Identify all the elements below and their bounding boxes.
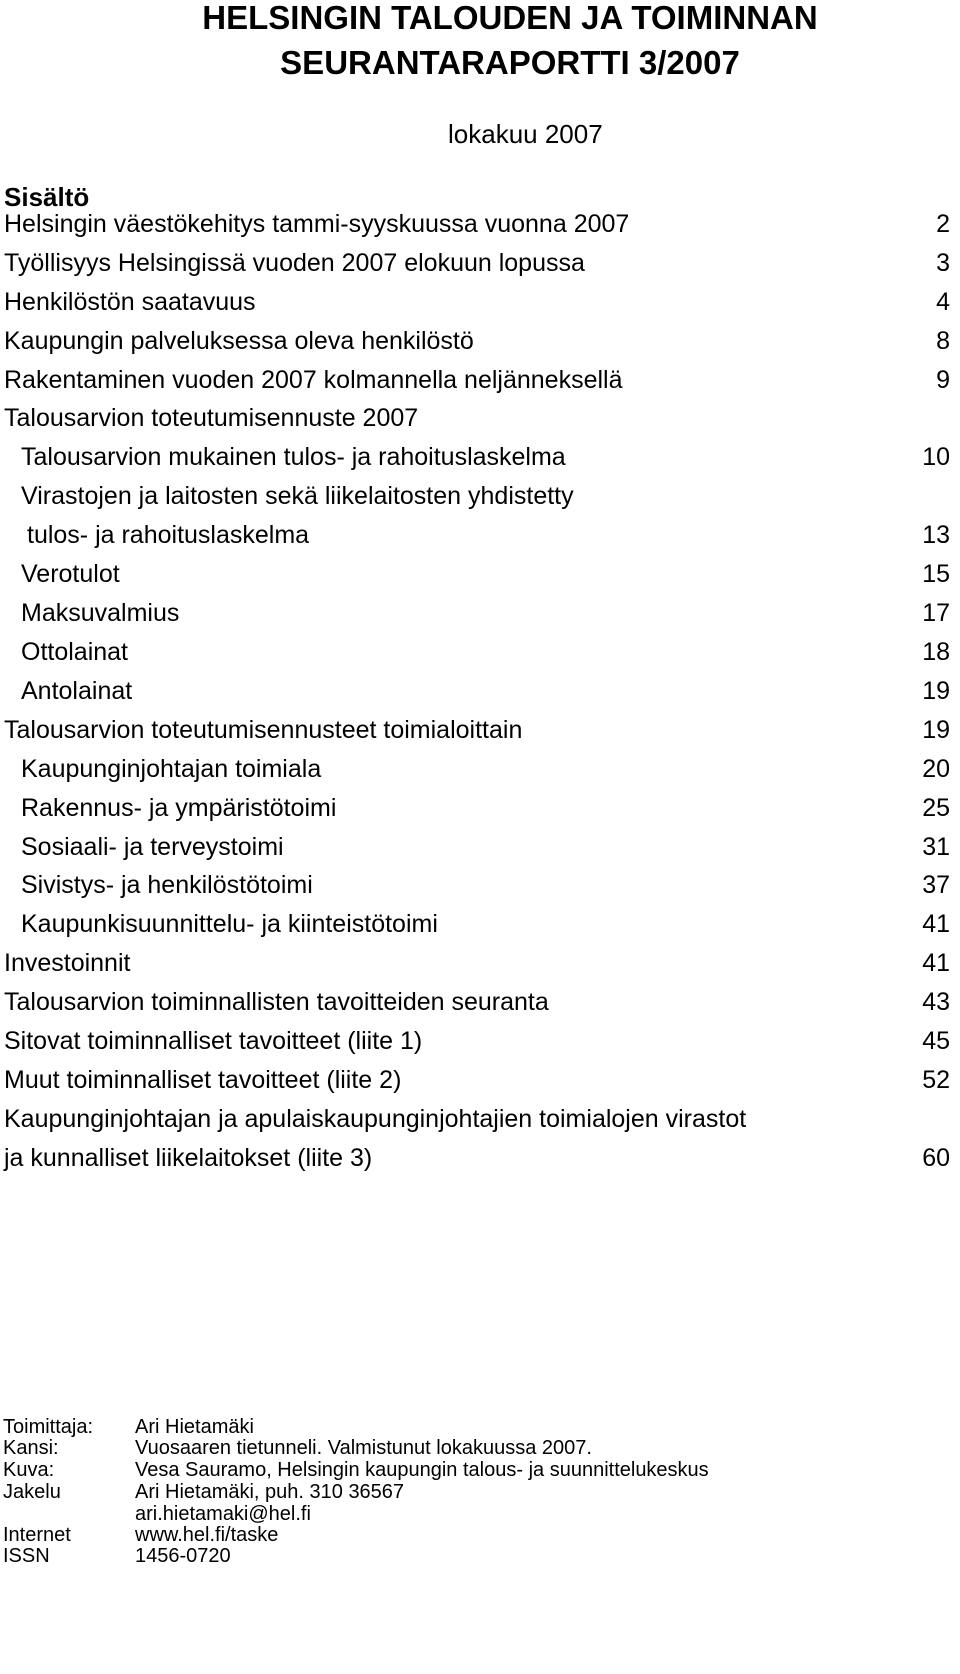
toc-entry xyxy=(0,634,950,670)
toc-entry xyxy=(0,245,950,281)
toc-entry-page: 31 xyxy=(922,833,950,861)
colophon-value: Vuosaaren tietunneli. Valmistunut lokakuussa 2007. xyxy=(135,1437,592,1459)
toc-entry xyxy=(0,829,950,865)
toc-entry xyxy=(0,1062,950,1098)
title-line-1: HELSINGIN TALOUDEN JA TOIMINNAN xyxy=(202,0,818,36)
toc-entry-label: Verotulot xyxy=(21,560,120,588)
title-line-2: SEURANTARAPORTTI 3/2007 xyxy=(280,44,740,81)
toc-entry-page: 2 xyxy=(936,210,950,238)
toc-entry-page: 3 xyxy=(936,249,950,277)
toc-entry-label: tulos- ja rahoituslaskelma xyxy=(27,521,310,549)
colophon-value: Ari Hietamäki, puh. 310 36567 xyxy=(135,1481,405,1503)
toc-entry-label: Talousarvion toteutumisennuste 2007 xyxy=(4,404,419,432)
toc-entry-label: Kaupungin palveluksessa oleva henkilöstö xyxy=(4,327,474,355)
toc-entry xyxy=(0,906,950,942)
toc-entry-page: 4 xyxy=(936,288,950,316)
toc-entry xyxy=(0,1023,950,1059)
toc-entry-page: 19 xyxy=(922,677,950,705)
toc-entry-page: 43 xyxy=(922,988,950,1016)
toc-entry-page: 60 xyxy=(922,1144,950,1172)
toc-entry-page: 17 xyxy=(922,599,950,627)
toc-entry xyxy=(0,362,950,398)
colophon-key: ISSN xyxy=(3,1545,50,1567)
toc-entry-page: 9 xyxy=(936,366,950,394)
colophon-value: Ari Hietamäki xyxy=(135,1416,254,1438)
toc-entry-label: Antolainat xyxy=(21,677,133,705)
toc-entry xyxy=(0,1101,950,1137)
toc-heading: Sisältö xyxy=(4,182,90,212)
toc-entry-page: 15 xyxy=(922,560,950,588)
toc-entry xyxy=(0,556,950,592)
colophon-key: Internet xyxy=(3,1524,71,1546)
colophon-key: Kuva: xyxy=(3,1459,55,1481)
toc-entry-label: Sivistys- ja henkilöstötoimi xyxy=(21,871,313,899)
colophon-value: Vesa Sauramo, Helsingin kaupungin talous- ja suunnittelukeskus xyxy=(135,1459,709,1481)
toc-entry xyxy=(0,517,950,553)
toc-entry xyxy=(0,206,950,242)
toc-entry-page: 45 xyxy=(922,1027,950,1055)
toc-entry-label: Virastojen ja laitosten sekä liikelaitosten yhdistetty xyxy=(21,482,574,510)
toc-entry-page: 41 xyxy=(922,949,950,977)
toc-entry-page: 8 xyxy=(936,327,950,355)
toc-entry-page: 18 xyxy=(922,638,950,666)
toc-entry-label: Muut toiminnalliset tavoitteet (liite 2) xyxy=(4,1066,402,1094)
toc-entry-page: 41 xyxy=(922,910,950,938)
toc-entry-page: 13 xyxy=(922,521,950,549)
toc-entry-page: 25 xyxy=(922,794,950,822)
colophon-value: 1456-0720 xyxy=(135,1545,231,1567)
toc-entry-page: 37 xyxy=(922,871,950,899)
toc-entry-label: Sitovat toiminnalliset tavoitteet (liite 1) xyxy=(4,1027,423,1055)
toc-entry-label: Rakennus- ja ympäristötoimi xyxy=(21,794,337,822)
toc-entry xyxy=(0,984,950,1020)
toc-entry-label: Sosiaali- ja terveystoimi xyxy=(21,833,284,861)
toc-entry xyxy=(0,867,950,903)
toc-entry xyxy=(0,1140,950,1176)
colophon-key: Jakelu xyxy=(3,1481,61,1503)
toc-entry-label: Talousarvion mukainen tulos- ja rahoituslaskelma xyxy=(21,443,566,471)
report-date: lokakuu 2007 xyxy=(448,119,603,149)
colophon-key: Toimittaja: xyxy=(3,1416,94,1438)
toc-entry-page: 52 xyxy=(922,1066,950,1094)
toc-entry-page: 10 xyxy=(922,443,950,471)
toc-entry-label: Helsingin väestökehitys tammi-syyskuussa vuonna 2007 xyxy=(4,210,630,238)
toc-entry xyxy=(0,790,950,826)
toc-entry xyxy=(0,595,950,631)
toc-entry-label: Kaupunginjohtajan toimiala xyxy=(21,755,322,783)
toc-entry-label: ja kunnalliset liikelaitokset (liite 3) xyxy=(4,1144,373,1172)
toc-entry xyxy=(0,712,950,748)
toc-entry-label: Ottolainat xyxy=(21,638,129,666)
toc-entry-page: 19 xyxy=(922,716,950,744)
toc-entry-label: Maksuvalmius xyxy=(21,599,180,627)
toc-entry-label: Työllisyys Helsingissä vuoden 2007 elokuun lopussa xyxy=(4,249,585,277)
toc-entry xyxy=(0,751,950,787)
toc-entry-label: Kaupunkisuunnittelu- ja kiinteistötoimi xyxy=(21,910,438,938)
toc-entry xyxy=(0,400,950,436)
toc-entry xyxy=(0,478,950,514)
toc-entry xyxy=(0,439,950,475)
toc-entry xyxy=(0,284,950,320)
toc-entry-label: Rakentaminen vuoden 2007 kolmannella neljänneksellä xyxy=(4,366,623,394)
toc-entry-label: Kaupunginjohtajan ja apulaiskaupunginjohtajien toimialojen virastot xyxy=(4,1105,747,1133)
colophon-value: www.hel.fi/taske xyxy=(135,1524,279,1546)
toc-entry-page: 20 xyxy=(922,755,950,783)
toc-entry-label: Investoinnit xyxy=(4,949,131,977)
colophon-value: ari.hietamaki@hel.fi xyxy=(135,1503,311,1525)
toc-entry xyxy=(0,323,950,359)
toc-entry-label: Talousarvion toteutumisennusteet toimialoittain xyxy=(4,716,523,744)
toc-entry xyxy=(0,673,950,709)
toc-entry xyxy=(0,945,950,981)
toc-entry-label: Henkilöstön saatavuus xyxy=(4,288,256,316)
toc-entry-label: Talousarvion toiminnallisten tavoitteiden seuranta xyxy=(4,988,549,1016)
colophon-key: Kansi: xyxy=(3,1437,59,1459)
